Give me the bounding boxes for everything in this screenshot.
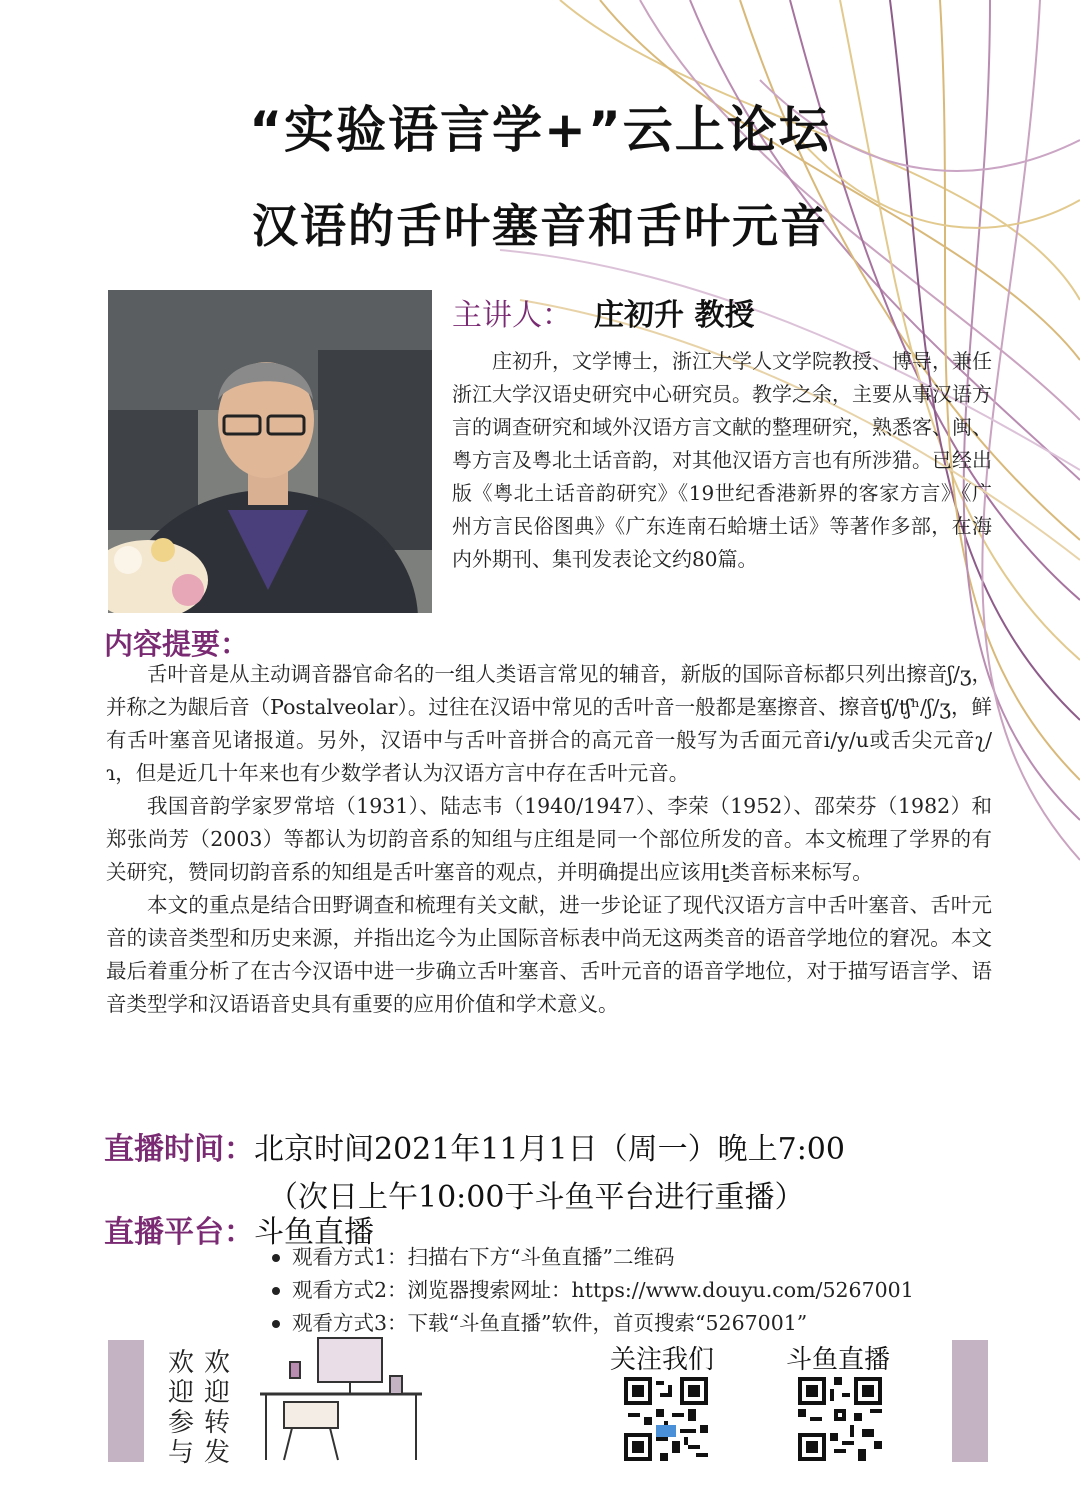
watch-method-item: 观看方式3：下载“斗鱼直播”软件，首页搜索“5267001”	[272, 1307, 914, 1340]
qr-code-douyu[interactable]	[798, 1377, 882, 1461]
welcome-share-text: 欢迎转发	[203, 1348, 230, 1468]
broadcast-platform-value: 斗鱼直播	[254, 1215, 374, 1250]
speaker-heading	[452, 290, 754, 334]
watch-methods-list	[272, 1241, 914, 1340]
abstract-paragraph: 舌叶音是从主动调音器官命名的一组人类语言常见的辅音，新版的国际音标都只列出擦音ʃ/ʒ，并称之为龈后音（Postalveolar）。过往在汉语中常见的舌叶音一般都是塞擦音、擦音ʧ/ʧʰ/ʃ/ʒ，鲜有舌叶塞音见诸报道。另外，汉语中与舌叶音拼合的高元音一般写为舌面元音i/y/u或舌尖元音ʅ/ɿ，但是近几十年来也有少数学者认为汉语方言中存在舌叶元音。	[106, 662, 992, 785]
speaker-label: 主讲人：	[452, 298, 572, 333]
speaker-name: 庄初升 教授	[594, 298, 755, 333]
qr-douyu-label: 斗鱼直播	[786, 1345, 891, 1375]
abstract-paragraph: 本文的重点是结合田野调查和梳理有关文献，进一步论证了现代汉语方言中舌叶塞音、舌叶元音的读音类型和历史来源，并指出迄今为止国际音标表中尚无这两类音的语音学地位的窘况。本文最后着重分析了在古今汉语中进一步确立舌叶塞音、舌叶元音的语音学地位，对于描写语言学、语音类型学和汉语语音史具有重要的应用价值和学术意义。	[106, 893, 992, 1016]
watch-method-item: 观看方式2：浏览器搜索网址：https://www.douyu.com/5267001	[272, 1274, 914, 1307]
qr-code-follow[interactable]	[624, 1377, 708, 1461]
welcome-join-text: 欢迎参与	[167, 1348, 194, 1468]
broadcast-time-label: 直播时间：	[104, 1132, 254, 1167]
broadcast-time-value: 北京时间2021年11月1日（周一）晚上7:00	[254, 1132, 845, 1167]
rebroadcast-note: （次日上午10:00于斗鱼平台进行重播）	[268, 1180, 805, 1215]
broadcast-platform-label: 直播平台：	[104, 1215, 254, 1250]
speaker-bio: 庄初升，文学博士，浙江大学人文学院教授、博导，兼任浙江大学汉语史研究中心研究员。教学之余，主要从事汉语方言的调查研究和域外汉语方言文献的整理研究，熟悉客、闽、粤方言及粤北土话音韵，对其他汉语方言也有所涉猎。已经出版《粤北土话音韵研究》《19世纪香港新界的客家方言》《广州方言民俗图典》《广东连南石蛤塘土话》等著作多部，在海内外期刊、集刊发表论文约80篇。	[452, 349, 992, 571]
abstract-heading: 内容提要：	[104, 627, 250, 661]
left-accent-bar	[108, 1340, 144, 1462]
desk-illustration	[256, 1332, 426, 1462]
watch-method-item: 观看方式1：扫描右下方“斗鱼直播”二维码	[272, 1241, 914, 1274]
page-subtitle: 汉语的舌叶塞音和舌叶元音	[252, 199, 828, 253]
abstract-paragraph: 我国音韵学家罗常培（1931）、陆志韦（1940/1947）、李荣（1952）、邵荣芬（1982）和郑张尚芳（2003）等都认为切韵音系的知组与庄组是同一个部位所发的音。本文梳理了学界的有关研究，赞同切韵音系的知组是舌叶塞音的观点，并明确提出应该用ṯ类音标来标写。	[106, 794, 992, 884]
page-title: “实验语言学+”云上论坛	[249, 101, 831, 159]
speaker-photo	[108, 290, 432, 613]
abstract-body	[106, 658, 992, 1021]
right-accent-bar	[952, 1340, 988, 1462]
broadcast-time-row	[104, 1124, 845, 1168]
qr-follow-label: 关注我们	[610, 1345, 715, 1375]
